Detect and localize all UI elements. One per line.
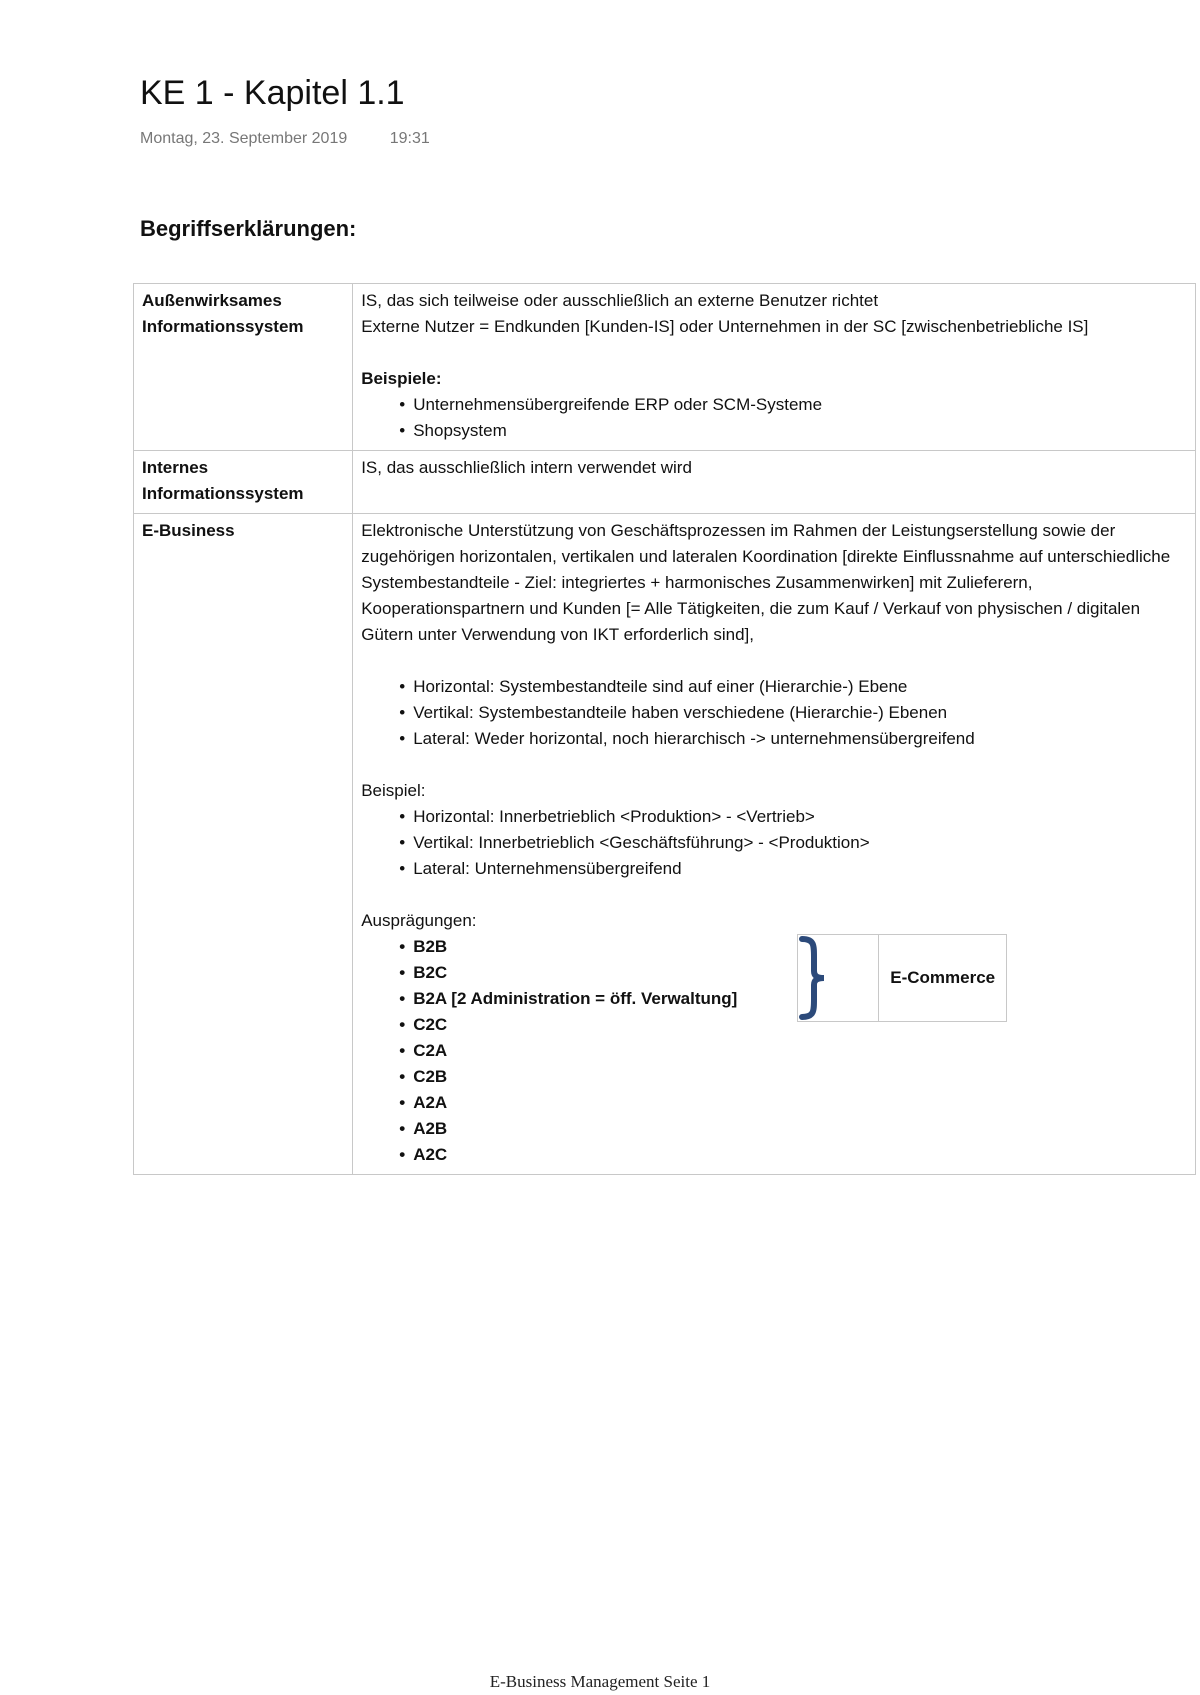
list-item: • A2A [399, 1090, 1187, 1116]
example-list [361, 804, 1187, 882]
list-item: • Horizontal: Innerbetrieblich <Produktion> - <Vertrieb> [399, 804, 1187, 830]
term-cell [134, 284, 353, 451]
list-item: • Shopsystem [399, 418, 1187, 444]
term-cell [134, 514, 353, 1175]
example-label: Beispiel: [361, 781, 426, 800]
term-text: Internes [142, 458, 209, 477]
terms-table [133, 283, 1196, 1175]
curly-brace-icon [798, 935, 828, 1021]
brace-cell [797, 934, 879, 1022]
description-cell [353, 514, 1196, 1175]
description-text: IS, das sich teilweise oder ausschließlich an externe Benutzer richtet [361, 291, 879, 310]
list-item: • A2C [399, 1142, 1187, 1168]
ecommerce-annotation [797, 934, 1007, 1022]
section-heading: Begriffserklärungen: [140, 216, 357, 241]
list-item: • C2A [399, 1038, 1187, 1064]
term-text: Außenwirksames [142, 291, 282, 310]
table-row [134, 514, 1196, 1175]
list-item: • C2B [399, 1064, 1187, 1090]
description-cell [353, 284, 1196, 451]
description-cell [353, 451, 1196, 514]
auspraegungen-block [361, 908, 1187, 1168]
list-item: • B2C [399, 960, 1187, 986]
page-footer: E-Business Management Seite 1 [489, 1672, 711, 1691]
auspraegungen-list [361, 934, 1187, 1168]
coordination-list [361, 674, 1187, 752]
description-paragraph: Elektronische Unterstützung von Geschäftsprozessen im Rahmen der Leistungserstellung sowie der zugehörigen horizontalen, vertikalen und lateralen Koordination [direkte Einflussnahme auf unterschiedliche Systembestandteile - Ziel: integriertes + harmonisches Zusammenwirken] mit Zulieferern, Kooperationspartnern und Kunden [= Alle Tätigkeiten, die zum Kauf / Verkauf von physischen / digitalen Gütern unter Verwendung von IKT erforderlich sind], [361, 521, 1171, 644]
list-item: • Vertikal: Innerbetrieblich <Geschäftsführung> - <Produktion> [399, 830, 1187, 856]
table-row [134, 451, 1196, 514]
page-date: Montag, 23. September 2019 [140, 130, 348, 147]
list-item: • A2B [399, 1116, 1187, 1142]
page-meta [140, 130, 430, 148]
term-cell [134, 451, 353, 514]
list-item: • B2A [2 Administration = öff. Verwaltung] [399, 986, 1187, 1012]
description-text: Externe Nutzer = Endkunden [Kunden-IS] oder Unternehmen in der SC [zwischenbetriebliche IS] [361, 317, 1089, 336]
list-item: • Lateral: Unternehmensübergreifend [399, 856, 1187, 882]
auspraegungen-label: Ausprägungen: [361, 911, 477, 930]
list-item: • Horizontal: Systembestandteile sind auf einer (Hierarchie-) Ebene [399, 674, 1187, 700]
table-row [134, 284, 1196, 451]
term-text: E-Business [142, 521, 235, 540]
list-item: • B2B [399, 934, 1187, 960]
description-text: IS, das ausschließlich intern verwendet wird [361, 458, 692, 477]
examples-label: Beispiele: [361, 369, 442, 388]
term-text: Informationssystem [142, 317, 304, 336]
list-item: • Vertikal: Systembestandteile haben verschiedene (Hierarchie-) Ebenen [399, 700, 1187, 726]
page-title: KE 1 - Kapitel 1.1 [140, 74, 405, 112]
examples-list [361, 392, 1187, 444]
list-item: • C2C [399, 1012, 1187, 1038]
page-time: 19:31 [389, 130, 430, 147]
list-item: • Lateral: Weder horizontal, noch hierarchisch -> unternehmensübergreifend [399, 726, 1187, 752]
ecommerce-label: E-Commerce [879, 934, 1007, 1022]
list-item: • Unternehmensübergreifende ERP oder SCM-Systeme [399, 392, 1187, 418]
term-text: Informationssystem [142, 484, 304, 503]
